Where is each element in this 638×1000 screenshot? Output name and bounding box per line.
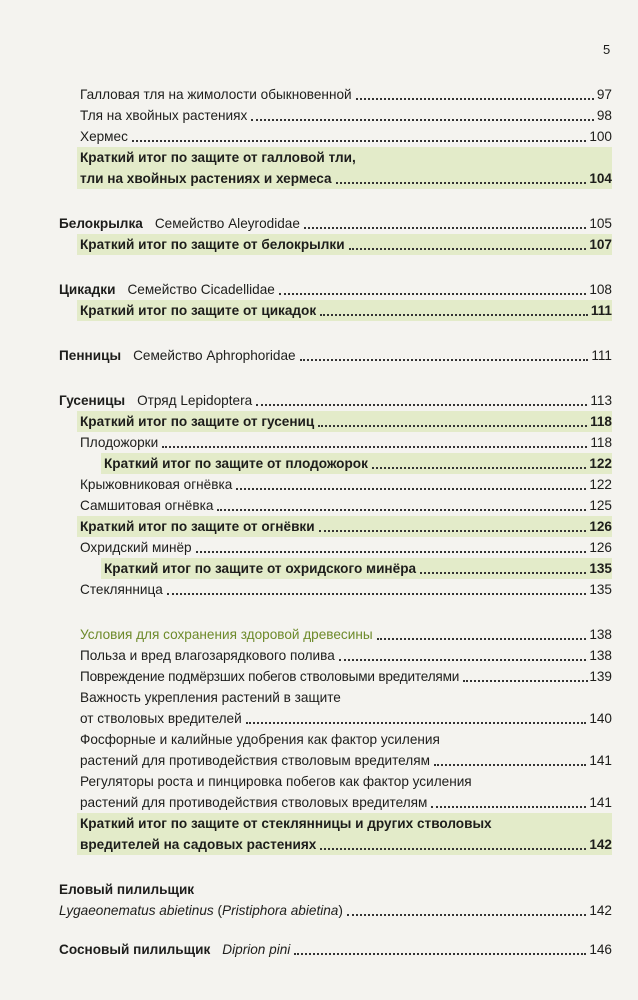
toc-entry-page: 146	[589, 942, 612, 957]
dot-leader	[431, 806, 586, 808]
toc-entry-title-line2: от стволовых вредителей	[80, 711, 242, 726]
dot-leader	[356, 98, 594, 100]
toc-entry[interactable]	[0, 645, 638, 666]
toc-entry-title: Тля на хвойных растениях	[80, 108, 248, 123]
toc-entry-title: Хермес	[80, 129, 128, 144]
dot-leader	[434, 764, 586, 766]
toc-entry-line	[59, 879, 612, 900]
section-title: Сосновый пилильщик	[59, 942, 211, 957]
toc-entry-title-line2: растений для противодействия стволовым вредителям	[80, 753, 430, 768]
section-family: Отряд Lepidoptera	[137, 393, 253, 408]
dot-leader	[300, 359, 589, 361]
toc-summary-entry[interactable]	[0, 411, 638, 432]
dot-leader	[372, 467, 586, 469]
section-title: Еловый пилильщик	[59, 882, 195, 897]
toc-entry[interactable]	[0, 84, 638, 105]
toc-entry-page: 125	[589, 498, 612, 513]
page-number: 5	[603, 42, 611, 57]
dot-leader	[420, 572, 586, 574]
toc-entry[interactable]	[0, 126, 638, 147]
toc-entry-title: Самшитовая огнёвка	[80, 498, 214, 513]
toc-entry-line: Lygaeonematus abietinus (Pristiphora abietina) 142	[59, 900, 612, 921]
toc-entry-title-line1: Фосфорные и калийные удобрения как фактор усиления	[80, 732, 440, 747]
toc-entry-page: 142	[589, 837, 612, 852]
toc-summary-entry[interactable]	[0, 234, 638, 255]
toc-entry-title-line1: Важность укрепления растений в защите	[80, 690, 341, 705]
toc-entry-title: Галловая тля на жимолости обыкновенной	[80, 87, 352, 102]
toc-entry-page: 105	[589, 216, 612, 231]
toc-entry-line	[77, 300, 612, 321]
toc-summary-entry[interactable]	[0, 300, 638, 321]
toc-entry-page: 141	[589, 795, 612, 810]
toc-entry-page: 104	[589, 171, 612, 186]
toc-entry-title: Повреждение подмёрзших побегов стволовыми вредителями	[80, 669, 460, 684]
toc-entry-title: Охридский минёр	[80, 540, 192, 555]
dot-leader	[236, 488, 586, 490]
toc-section[interactable]	[0, 879, 638, 921]
toc-entry-page: 118	[590, 435, 612, 450]
latin-name: Lygaeonematus abietinus	[59, 903, 214, 918]
toc-entry[interactable]	[0, 729, 638, 771]
section-title: Белокрылка	[59, 216, 143, 231]
toc-summary-entry[interactable]	[0, 813, 638, 855]
toc-entry-title: Крыжовниковая огнёвка	[80, 477, 233, 492]
section-title: Пенницы	[59, 348, 122, 363]
toc-entry-page: 138	[589, 627, 612, 642]
section-title: Цикадки	[59, 282, 116, 297]
toc-section[interactable]	[0, 939, 638, 960]
latin-name: Diprion pini	[222, 942, 291, 957]
toc-entry[interactable]	[0, 687, 638, 729]
toc-entry-title: Краткий итог по защите от охридского минёра	[104, 561, 417, 576]
toc-entry-line	[80, 168, 612, 189]
toc-entry-page: 113	[590, 393, 612, 408]
dot-leader	[349, 248, 587, 250]
toc-entry-page: 122	[589, 456, 612, 471]
toc-entry-title: Краткий итог по защите от гусениц	[80, 414, 315, 429]
toc-section[interactable]	[0, 345, 638, 366]
toc-entry-page: 97	[596, 87, 612, 102]
toc-summary-entry[interactable]	[0, 516, 638, 537]
dot-leader	[246, 722, 587, 724]
toc-entry[interactable]	[0, 105, 638, 126]
toc-entry[interactable]	[0, 495, 638, 516]
toc-summary-entry[interactable]	[0, 147, 638, 189]
toc-subsection-heading[interactable]	[0, 624, 638, 645]
toc-entry-line	[80, 729, 612, 750]
toc-entry-page: 135	[589, 582, 612, 597]
toc-entry-page: 100	[589, 129, 612, 144]
dot-leader	[294, 953, 586, 955]
toc-summary-entry[interactable]	[0, 558, 638, 579]
toc-entry-page: 138	[589, 648, 612, 663]
toc-entry-page: 118	[590, 414, 612, 429]
toc-entry-page: 140	[589, 711, 612, 726]
dot-leader	[463, 680, 588, 682]
toc-entry-line	[80, 147, 612, 168]
toc-section[interactable]	[0, 279, 638, 300]
toc-entry-page: 111	[591, 348, 612, 363]
toc-entry-page: 142	[589, 903, 612, 918]
toc-entry[interactable]	[0, 771, 638, 813]
toc-entry-page: 141	[589, 753, 612, 768]
toc-entry-title: Краткий итог по защите от белокрылки	[80, 237, 345, 252]
toc-entry-page: 126	[589, 540, 612, 555]
toc-entry[interactable]	[0, 537, 638, 558]
toc-entry[interactable]	[0, 432, 638, 453]
dot-leader	[256, 404, 587, 406]
toc-entry-line	[80, 834, 612, 855]
section-family: Семейство Aphrophoridae	[133, 348, 296, 363]
toc-entry-page: 139	[589, 669, 612, 684]
toc-entry-title-line1: Регуляторы роста и пинцировка побегов как фактор усиления	[80, 774, 472, 789]
toc-entry[interactable]	[0, 474, 638, 495]
section-family: Семейство Cicadellidae	[127, 282, 275, 297]
toc-entry-line	[77, 516, 612, 537]
dot-leader	[167, 593, 587, 595]
dot-leader	[132, 140, 586, 142]
dot-leader	[320, 314, 588, 316]
toc-entry[interactable]	[0, 666, 638, 687]
toc-entry-page: 122	[589, 477, 612, 492]
toc-entry-line	[80, 771, 612, 792]
dot-leader	[279, 293, 586, 295]
toc-entry-title-line1: Краткий итог по защите от стеклянницы и других стволовых	[80, 816, 492, 831]
toc-entry-line	[77, 411, 612, 432]
toc-section[interactable]	[0, 213, 638, 234]
dot-leader	[217, 509, 586, 511]
toc-entry-line	[80, 813, 612, 834]
toc-entry-title: Условия для сохранения здоровой древесины	[80, 627, 373, 642]
toc-entry[interactable]	[0, 579, 638, 600]
latin-name-alt: Pristiphora abietina	[222, 903, 339, 918]
toc-entry-line	[80, 687, 612, 708]
toc-entry-title-line2: вредителей на садовых растениях	[80, 837, 317, 852]
toc-summary-entry[interactable]	[0, 453, 638, 474]
toc-entry-title: Плодожорки	[80, 435, 159, 450]
dot-leader	[347, 914, 586, 916]
dot-leader	[318, 425, 587, 427]
toc-entry-line	[80, 708, 612, 729]
dot-leader	[304, 227, 586, 229]
dot-leader	[377, 638, 587, 640]
toc-entry-line	[101, 453, 612, 474]
toc-entry-page: 126	[589, 519, 612, 534]
dot-leader	[336, 182, 587, 184]
table-of-contents	[0, 84, 638, 960]
toc-entry-page: 98	[596, 108, 612, 123]
dot-leader	[162, 446, 587, 448]
toc-entry-title: Краткий итог по защите от огнёвки	[80, 519, 315, 534]
toc-entry-page: 108	[589, 282, 612, 297]
toc-entry-page: 107	[589, 237, 612, 252]
toc-section[interactable]	[0, 390, 638, 411]
toc-entry-title-line2: тли на хвойных растениях и хермеса	[80, 171, 332, 186]
toc-entry-title: Краткий итог по защите от цикадок	[80, 303, 317, 318]
toc-entry-line	[80, 750, 612, 771]
toc-entry-title: Стеклянница	[80, 582, 163, 597]
section-family: Семейство Aleyrodidae	[154, 216, 300, 231]
dot-leader	[251, 119, 594, 121]
toc-entry-line	[101, 558, 612, 579]
toc-entry-title-line1: Краткий итог по защите от галловой тли,	[80, 150, 356, 165]
toc-entry-title-line2: растений для противодействия стволовых вредителям	[80, 795, 428, 810]
toc-entry-line	[77, 234, 612, 255]
dot-leader	[196, 551, 587, 553]
toc-entry-title: Польза и вред влагозарядкового полива	[80, 648, 335, 663]
dot-leader	[339, 659, 587, 661]
toc-entry-page: 111	[590, 303, 612, 318]
section-title: Гусеницы	[59, 393, 126, 408]
dot-leader	[319, 530, 587, 532]
toc-entry-title: Краткий итог по защите от плодожорок	[104, 456, 368, 471]
toc-entry-page: 135	[589, 561, 612, 576]
toc-entry-line	[80, 792, 612, 813]
dot-leader	[320, 848, 586, 850]
